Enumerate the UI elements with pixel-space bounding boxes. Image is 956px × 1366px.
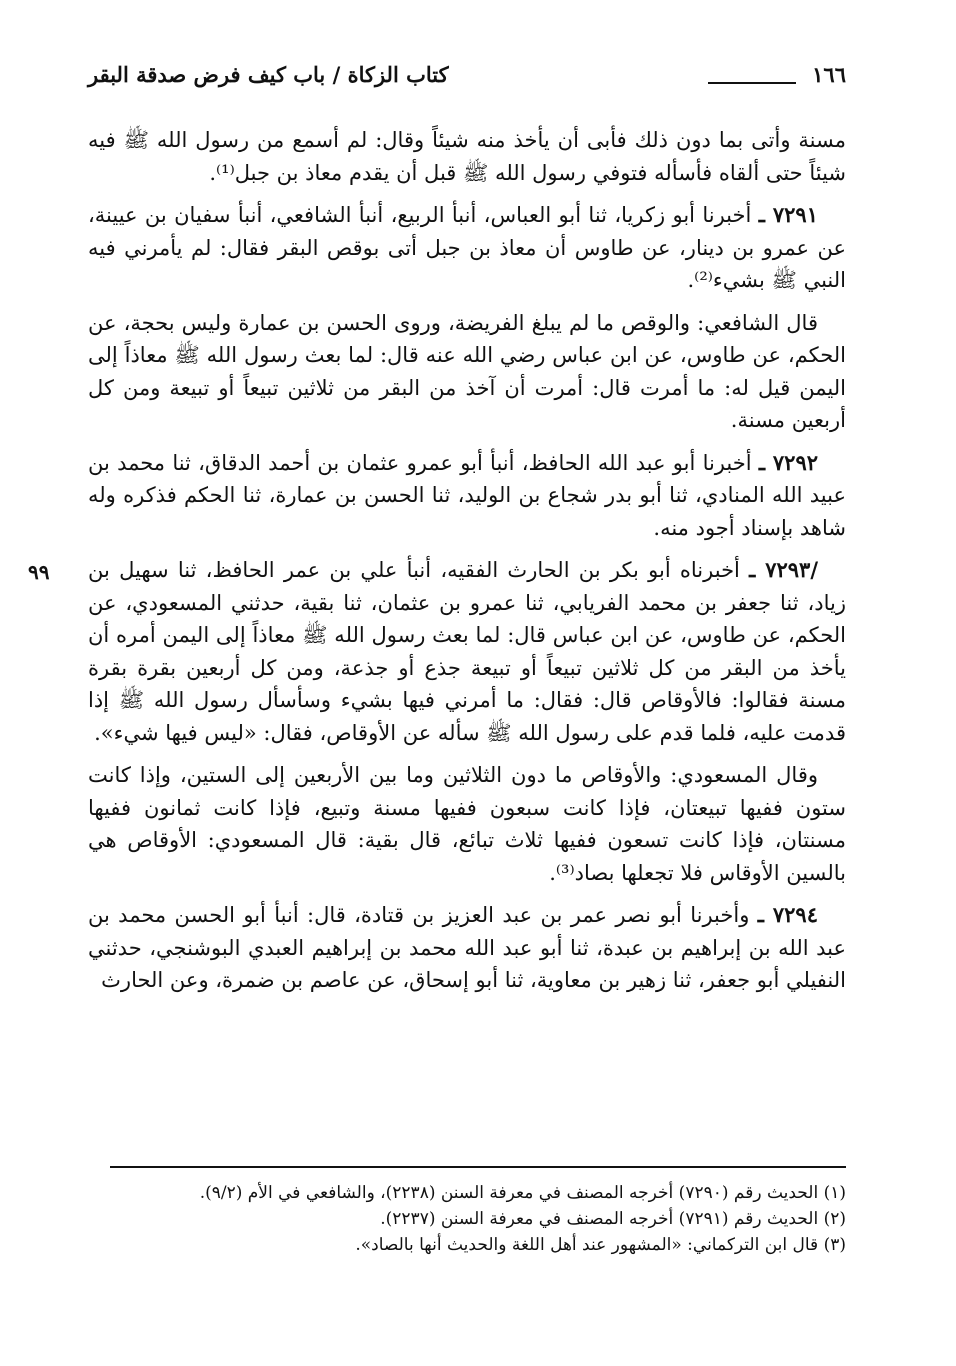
hadith-paragraph: [88, 199, 846, 297]
footnote: (١) الحديث رقم (٧٢٩٠) أخرجه المصنف في معرفة السنن (٢٢٣٨)، والشافعي في الأم (٩/٢).: [199, 1183, 846, 1203]
paragraph-text: مسنة وأتى بما دون ذلك فأبى أن يأخذ منه شيئاً وقال: لم أسمع من رسول الله ﷺ فيه شيئاً حتى ألقاه فأسأله فتوفي رسول الله ﷺ قبل أن يقدم معاذ بن جبل⁽¹⁾.: [88, 128, 846, 185]
hadith-number: ٧٢٩١ ـ: [758, 202, 818, 227]
paragraph-text: قال الشافعي: والوقص ما لم يبلغ الفريضة، وروى الحسن بن عمارة وليس بحجة، عن الحكم، عن طاوس، عن ابن عباس رضي الله عنه قال: لما بعث رسول الله ﷺ معاذاً إلى اليمن قيل له: ما أمرت قال: أمرت أن آخذ من البقر من ثلاثين تبيعاً أو تبيعة ومن كل أربعين مسنة.: [88, 310, 846, 432]
hadith-number: ٧٢٩٢ ـ: [758, 449, 819, 475]
page-header: [88, 56, 846, 96]
paragraph-text: أخبرنا أبو عبد الله الحافظ، أنبأ أبو عمرو عثمان بن أحمد الدقاق، ثنا محمد بن عبيد الله المنادي، ثنا أبو بدر شجاع بن الوليد، ثنا الحسن بن عمارة، ثنا الحكم فذكره وله شاهد بإسناد أجود منه.: [88, 450, 846, 540]
paragraph: [88, 124, 846, 189]
paragraph-text: وقال المسعودي: والأوقاص ما دون الثلاثين وما بين الأربعين إلى الستين، وإذا كانت ستون ففيها تبيعتان، فإذا كانت سبعون ففيها مسنة وتبيع، فإذا كانت ثمانون ففيها مسنتان، فإذا كانت تسعون ففيها ثلاث تبائع، قال بقية: قال المسعودي: الأوقاص هي بالسين الأوقاس فلا تجعلها بصاد⁽³⁾.: [88, 763, 846, 885]
footnote-divider: [110, 1166, 846, 1168]
paragraph-text: وأخبرنا أبو نصر عمر بن عبد العزيز بن قتادة، قال: أنبأ أبو الحسن محمد بن عبد الله بن إبراهيم بن عبدة، ثنا أبو عبد الله محمد بن إبراهيم العبدي البوشنجي، حدثني النفيلي أبو جعفر، ثنا زهير بن معاوية، ثنا أبو إسحاق، عن عاصم بن ضمرة، وعن الحارث: [88, 903, 846, 992]
hadith-number: /٧٢٩٣ ـ: [749, 557, 818, 582]
footnote: (٣) قال ابن التركماني: «المشهور عند أهل اللغة والحديث أنها بالصاد».: [355, 1235, 846, 1255]
page-number: ١٦٦: [812, 62, 846, 87]
footnotes: [110, 1180, 846, 1258]
hadith-number: ٧٢٩٤ ـ: [757, 902, 818, 927]
header-divider: [708, 82, 796, 84]
running-title: كتاب الزكاة / باب كيف فرض صدقة البقر: [88, 62, 449, 87]
main-text: [28, 124, 846, 1007]
margin-page-reference: ٩٩: [28, 560, 50, 584]
hadith-paragraph: [28, 554, 846, 749]
hadith-paragraph: [88, 447, 846, 545]
paragraph-text: أخبرنا أبو زكريا، ثنا أبو العباس، أنبأ الربيع، أنبأ الشافعي، أنبأ سفيان بن عيينة، عن عمرو بن دينار، عن طاوس أن معاذ بن جبل أتى بوقص البقر فقال: لم يأمرني فيه النبي ﷺ بشيء⁽²⁾.: [88, 203, 846, 292]
paragraph: [88, 759, 846, 889]
hadith-paragraph: [88, 899, 846, 997]
footnote: (٢) الحديث رقم (٧٢٩١) أخرجه المصنف في معرفة السنن (٢٢٣٧).: [380, 1209, 846, 1229]
paragraph-text: أخبرناه أبو بكر بن الحارث الفقيه، أنبأ علي بن عمر الحافظ، ثنا سهيل بن زياد، ثنا جعفر بن محمد الفريابي، ثنا عمرو بن عثمان، ثنا بقية، حدثني المسعودي، عن الحكم، عن طاوس، عن ابن عباس قال: لما بعث رسول الله ﷺ معاذاً إلى اليمن أمره أن يأخذ من البقر من كل ثلاثين تبيعاً أو تبيعة جذع أو جذعة، ومن كل أربعين بقرة بقرة مسنة فقالوا: فالأوقاص قال: فقال: ما أمرني فيها بشيء وسأسأل رسول الله ﷺ إذا قدمت عليه، فلما قدم على رسول الله ﷺ سأله عن الأوقاص، فقال: «ليس فيها شيء».: [88, 558, 846, 745]
paragraph: [88, 307, 846, 437]
